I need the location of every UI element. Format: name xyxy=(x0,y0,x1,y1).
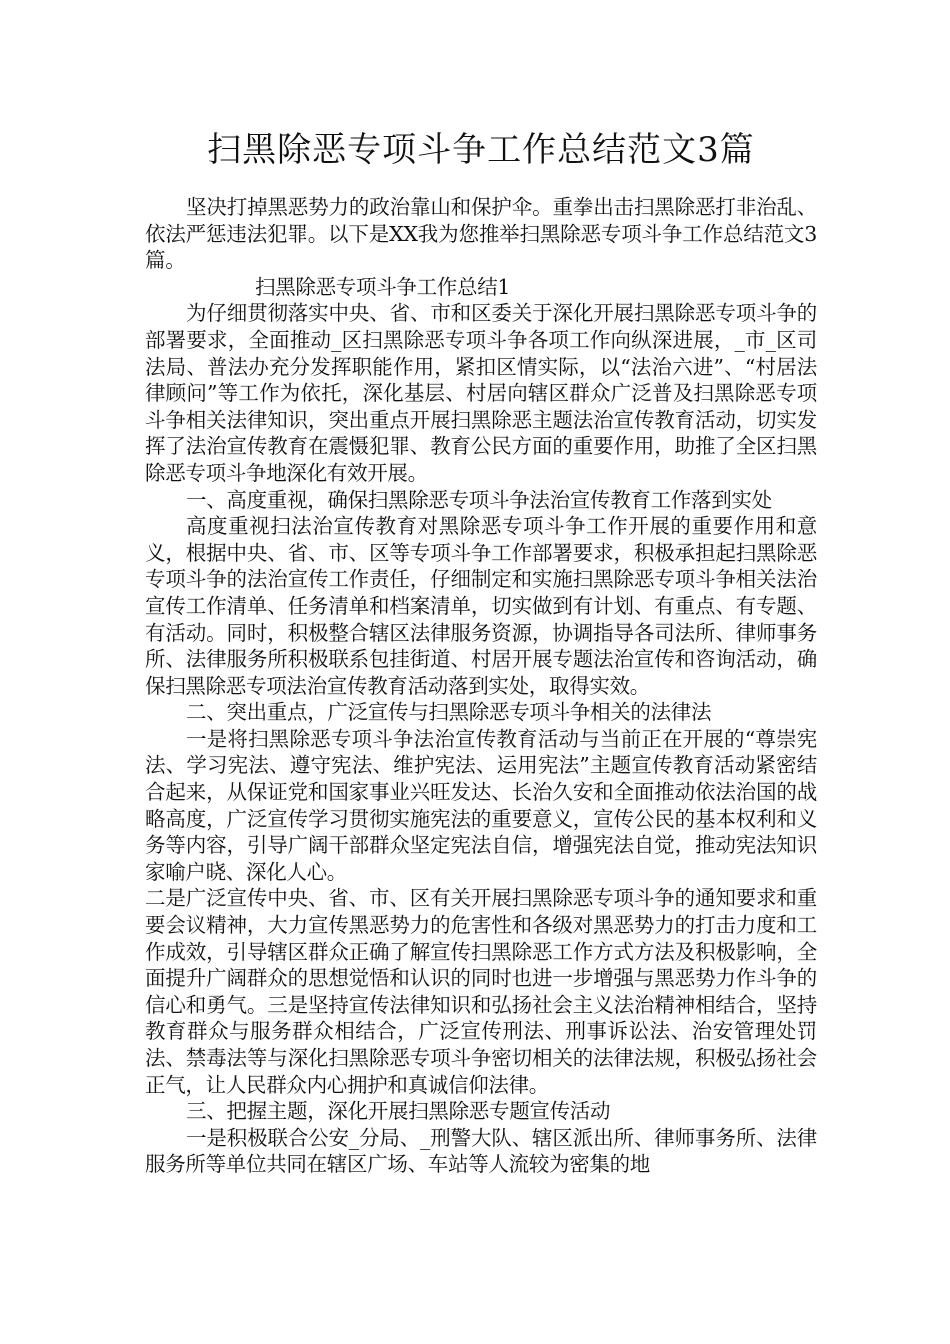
body-paragraph: 一是积极联合公安_分局、_刑警大队、辖区派出所、律师事务所、法律服务所等单位共同在辖区广场、车站等人流较为密集的地 xyxy=(145,1125,817,1177)
body-paragraph: 一是将扫黑除恶专项斗争法治宣传教育活动与当前正在开展的“尊崇宪法、学习宪法、遵守宪法、维护宪法、运用宪法”主题宣传教育活动紧密结合起来，从保证党和国家事业兴旺发达、长治久安和全面推动依法治国的战略高度，广泛宣传学习贯彻实施宪法的重要意义，宣传公民的基本权利和义务等内容，引导广阔干部群众坚定宪法自信，增强宪法自觉，推动宪法知识家喻户晓、深化人心。 xyxy=(145,726,817,884)
document-page xyxy=(145,126,817,1178)
document-body xyxy=(145,194,817,1178)
section-heading: 三、把握主题，深化开展扫黑除恶专题宣传活动 xyxy=(186,1099,611,1124)
section-heading: 一、高度重视，确保扫黑除恶专项斗争法治宣传教育工作落到实处 xyxy=(186,487,772,512)
section-subtitle: 扫黑除恶专项斗争工作总结1 xyxy=(255,274,511,299)
document-title: 扫黑除恶专项斗争工作总结范文3篇 xyxy=(207,130,755,170)
body-paragraph: 为仔细贯彻落实中央、省、市和区委关于深化开展扫黑除恶专项斗争的部署要求，全面推动_区扫黑除恶专项斗争各项工作向纵深进展，_市_区司法局、普法办充分发挥职能作用，紧扣区情实际，以“法治六进”、“村居法律顾问”等工作为依托，深化基层、村居向辖区群众广泛普及扫黑除恶专项斗争相关法律知识，突出重点开展扫黑除恶主题法治宣传教育活动，切实发挥了法治宣传教育在震慑犯罪、教育公民方面的重要作用，助推了全区扫黑除恶专项斗争地深化有效开展。 xyxy=(145,301,817,485)
section-heading: 二、突出重点，广泛宣传与扫黑除恶专项斗争相关的法律法 xyxy=(186,700,712,725)
intro-paragraph: 坚决打掉黑恶势力的政治靠山和保护伞。重拳出击扫黑除恶打非治乱、依法严惩违法犯罪。以下是XX我为您推举扫黑除恶专项斗争工作总结范文3篇。 xyxy=(145,195,817,273)
body-paragraph: 高度重视扫法治宣传教育对黑除恶专项斗争工作开展的重要作用和意义，根据中央、省、市、区等专项斗争工作部署要求，积极承担起扫黑除恶专项斗争的法治宣传工作责任，仔细制定和实施扫黑除恶专项斗争相关法治宣传工作清单、任务清单和档案清单，切实做到有计划、有重点、有专题、有活动。同时，积极整合辖区法律服务资源，协调指导各司法所、律师事务所、法律服务所积极联系包挂街道、村居开展专题法治宣传和咨询活动，确保扫黑除恶专项法治宣传教育活动落到实处，取得实效。 xyxy=(145,514,817,698)
body-paragraph: 二是广泛宣传中央、省、市、区有关开展扫黑除恶专项斗争的通知要求和重要会议精神，大力宣传黑恶势力的危害性和各级对黑恶势力的打击力度和工作成效，引导辖区群众正确了解宣传扫黑除恶工作方式方法及积极影响，全面提升广阔群众的思想觉悟和认识的同时也进一步增强与黑恶势力作斗争的信心和勇气。三是坚持宣传法律知识和弘扬社会主义法治精神相结合，坚持教育群众与服务群众相结合，广泛宣传刑法、刑事诉讼法、治安管理处罚法、禁毒法等与深化扫黑除恶专项斗争密切相关的法律法规，积极弘扬社会正气，让人民群众内心拥护和真诚信仰法律。 xyxy=(145,886,817,1097)
